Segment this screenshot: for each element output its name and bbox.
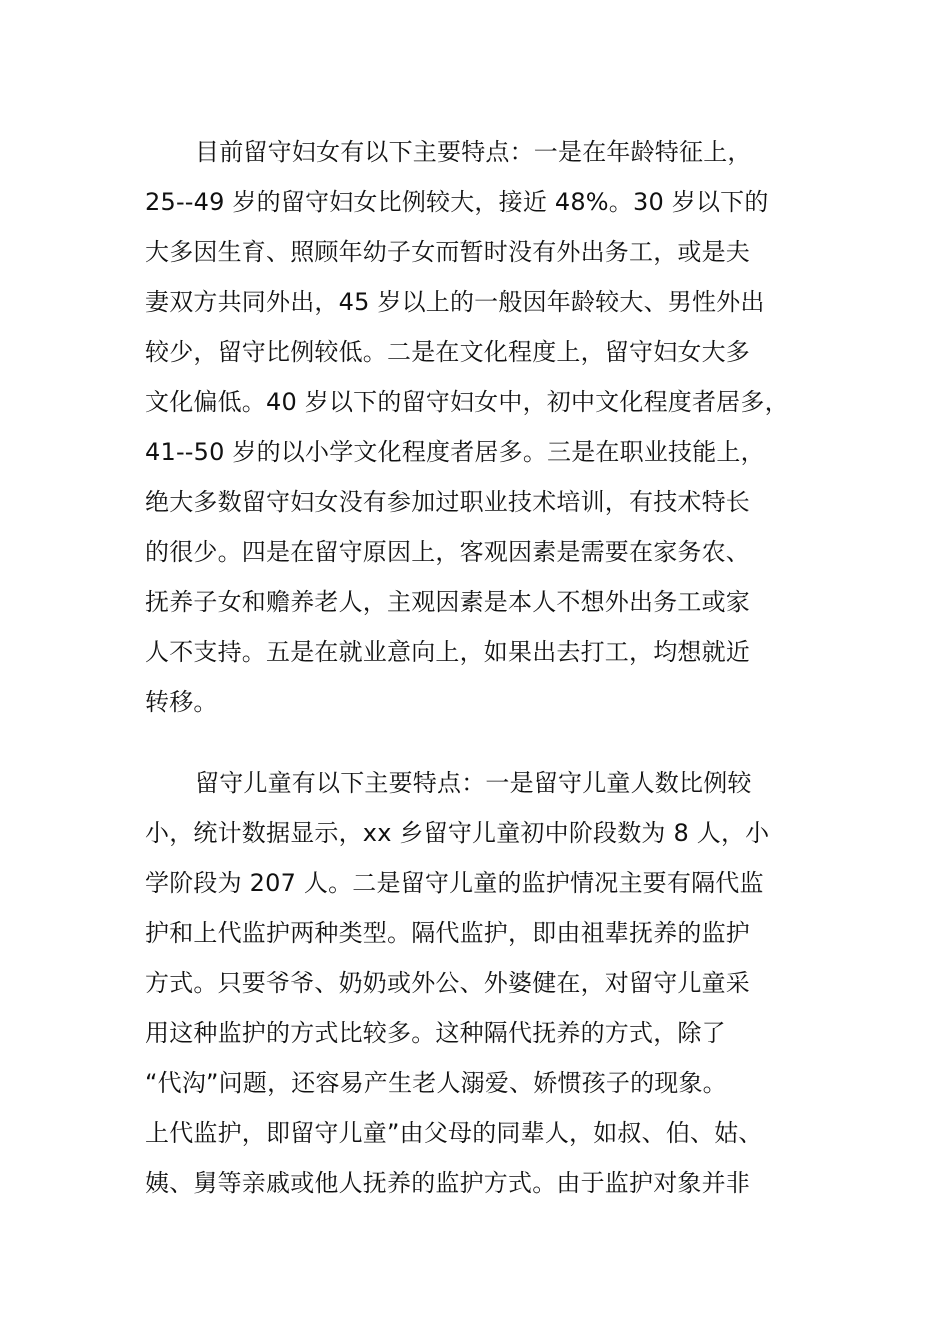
text-line: 文化偏低。40 岁以下的留守妇女中，初中文化程度者居多， — [145, 388, 789, 416]
text-line: 41--50 岁的以小学文化程度者居多。三是在职业技能上， — [145, 438, 765, 466]
paragraph-left-behind-children — [145, 758, 825, 1208]
text-line: 上代监护，即留守儿童”由父母的同辈人，如叔、伯、姑、 — [145, 1119, 763, 1147]
text-line: 25--49 岁的留守妇女比例较大，接近 48%。30 岁以下的 — [145, 188, 769, 216]
text-line: 小，统计数据显示，xx 乡留守儿童初中阶段数为 8 人，小 — [145, 819, 770, 847]
text-line: 留守儿童有以下主要特点：一是留守儿童人数比例较 — [195, 769, 752, 797]
text-line: 学阶段为 207 人。二是留守儿童的监护情况主要有隔代监 — [145, 869, 764, 897]
paragraph-left-behind-women — [145, 127, 825, 727]
text-line: 大多因生育、照顾年幼子女而暂时没有外出务工，或是夫 — [145, 238, 750, 266]
text-line: 绝大多数留守妇女没有参加过职业技术培训，有技术特长 — [145, 488, 750, 516]
text-line: 较少，留守比例较低。二是在文化程度上，留守妇女大多 — [145, 338, 750, 366]
text-line: 方式。只要爷爷、奶奶或外公、外婆健在，对留守儿童采 — [145, 969, 750, 997]
text-line: 人不支持。五是在就业意向上，如果出去打工，均想就近 — [145, 638, 750, 666]
text-line: 抚养子女和赡养老人，主观因素是本人不想外出务工或家 — [145, 588, 750, 616]
text-line: 用这种监护的方式比较多。这种隔代抚养的方式，除了 — [145, 1019, 726, 1047]
text-line: 转移。 — [145, 688, 218, 716]
text-line: 目前留守妇女有以下主要特点：一是在年龄特征上， — [195, 138, 752, 166]
text-line: “代沟”问题，还容易产生老人溺爱、娇惯孩子的现象。 — [145, 1069, 727, 1097]
text-line: 妻双方共同外出，45 岁以上的一般因年龄较大、男性外出 — [145, 288, 765, 316]
text-line: 姨、舅等亲戚或他人抚养的监护方式。由于监护对象并非 — [145, 1169, 750, 1197]
text-line: 的很少。四是在留守原因上，客观因素是需要在家务农、 — [145, 538, 750, 566]
text-line: 护和上代监护两种类型。隔代监护，即由祖辈抚养的监护 — [145, 919, 750, 947]
